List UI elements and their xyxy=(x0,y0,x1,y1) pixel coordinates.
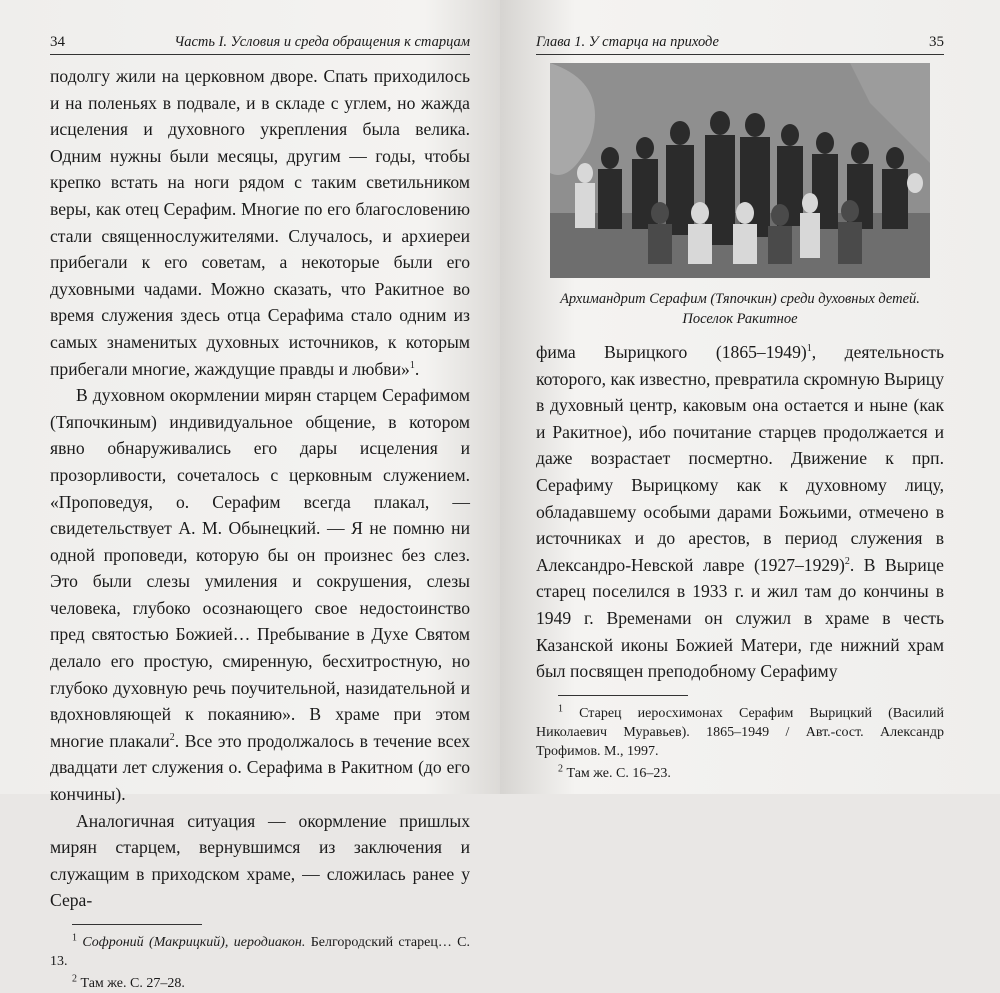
left-body-text xyxy=(50,63,470,914)
footnote-ref[interactable]: 1 xyxy=(409,359,415,371)
footnote: $^1$ Софроний (Макрицкий), иеродиакон. Белгородский старец… С. 13. xyxy=(50,932,471,969)
footnote: $^2$ Там же. С. 16–23. xyxy=(558,763,671,781)
footnote: $^1$ Старец иеросхимонах Серафим Вырицкий (Василий Николаевич Муравьев). 1865–1949 / Авт.-сост. Александр Трофимов. М., 1997. xyxy=(536,703,944,759)
right-body-text xyxy=(536,339,944,685)
footnote-ref[interactable]: 1 xyxy=(806,343,812,355)
photo-caption: Архимандрит Серафим (Тяпочкин) среди духовных детей. Поселок Ракитное xyxy=(560,291,920,327)
running-title: Глава 1. У старца на приходе xyxy=(536,34,719,50)
left-page xyxy=(0,0,500,991)
left-running-header xyxy=(50,34,470,55)
group-photo xyxy=(550,63,930,278)
right-running-header xyxy=(536,34,944,55)
right-page xyxy=(500,0,1000,794)
paragraph: подолгу жили на церковном дворе. Спать приходилось и на поленьях в подвале, и в складе с углем, но жажда исцеления и духовного укрепления была велика. Одним нужны были месяцы, другим — годы, чтобы крепко встать на ноги рядом с таким светильником веры, как отец Серафим. Многие по его благословению стали священнослужителями. Случалось, и архиереи прибегали к его советам, а некоторые были его духовными чадами. Можно сказать, что Ракитное во время служения здесь отца Серафима стало одним из самых знаменитых духовных источников, к которым прибегали многие, жаждущие правды и любви»$^1$. xyxy=(50,66,470,379)
paragraph: Аналогичная ситуация — окормление пришлых мирян старцем, вернувшимся из заключения и служащим в приходском храме, — сложилась ранее у Сера- xyxy=(50,810,470,911)
footnote-ref[interactable]: 2 xyxy=(169,731,175,743)
footnote: $^2$ Там же. С. 27–28. xyxy=(72,973,185,991)
paragraph: В духовном окормлении мирян старцем Серафимом (Тяпочкиным) индивидуальное общение, в котором явно обнаруживались его дары исцеления и прозорливости, сочеталось с церковным служением. «Проповедуя, о. Серафим всегда плакал, — свидетельствует А. М. Обынецкий. — Я не помню ни одной проповеди, которую бы он произнес без слез. Это были слезы умиления и сокрушения, слезы человека, глубоко осознающего свое недостоинство пред святостью Божией… Пребывание в Духе Святом делало его простую, смиренную, бесхитростную, но глубоко духовную речь поучительной, назидательной и вдохновляющей к покаянию». В храме при этом многие плакали$^2$. Все это продолжалось в течение всех двадцати лет служения о. Серафима в Ракитном (до его кончины). xyxy=(50,385,470,805)
footnotes xyxy=(50,933,470,993)
page-number: 35 xyxy=(929,34,944,50)
group-photo-illustration xyxy=(550,63,930,278)
footnote-rule xyxy=(72,924,202,925)
footnote-rule xyxy=(558,695,688,696)
footnotes xyxy=(536,704,944,783)
page-number: 34 xyxy=(50,34,65,50)
paragraph: фима Вырицкого (1865–1949)$^1$, деятельность которого, как известно, превратила скромную Вырицу в духовный центр, каковым она остается и ныне (как и Ракитное), ибо почитание старцев продолжается и даже возрастает посмертно. Движение к прп. Серафиму Вырицкому как к духовному лицу, обладавшему особыми дарами Божьими, отмечено в источниках и до арестов, в период служения в Александро-Невской лавре (1927–1929)$^2$. В Вырице старец поселился в 1933 г. и жил там до кончины в 1949 г. Временами он служил в храме в честь Казанской иконы Божией Матери, где нижний храм был посвящен преподобному Серафиму xyxy=(536,342,944,682)
footnote-ref[interactable]: 2 xyxy=(844,555,850,567)
running-title: Часть I. Условия и среда обращения к старцам xyxy=(174,34,470,50)
